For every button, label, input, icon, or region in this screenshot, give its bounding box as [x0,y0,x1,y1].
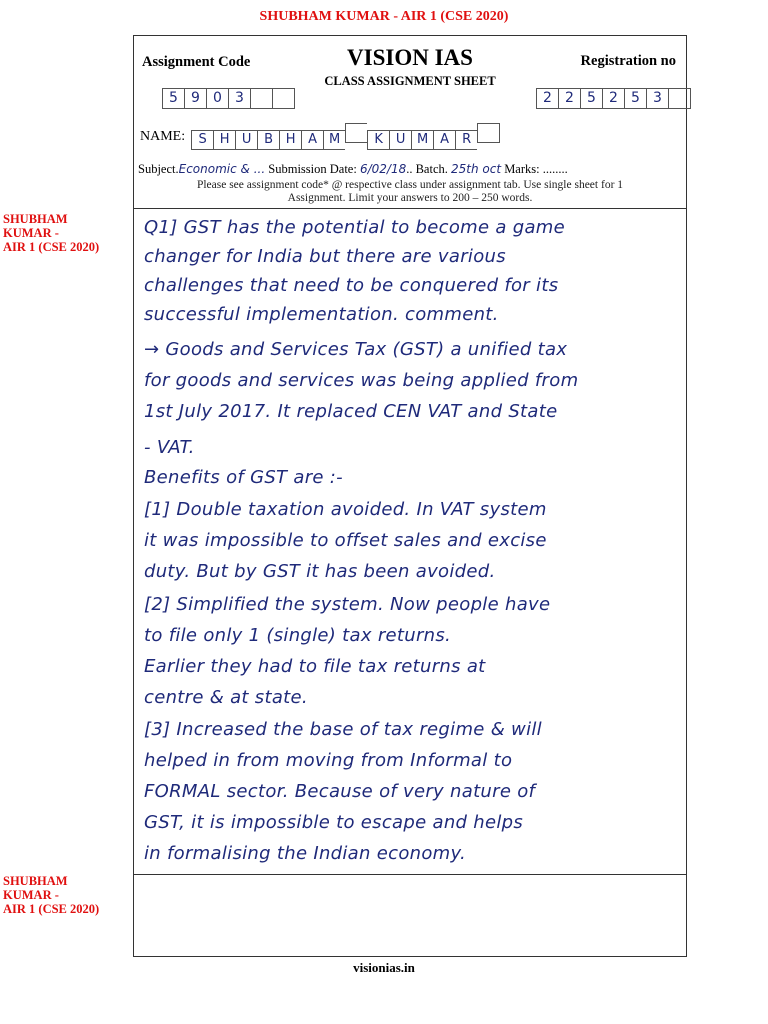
reg-digit: 2 [558,88,580,109]
marks-label: Marks: ........ [504,162,568,176]
name-boxes [191,123,500,150]
name-label: NAME: [140,128,186,144]
answer-line: to file only 1 (single) tax returns. [144,625,452,646]
side-banner-line: SHUBHAM [3,212,68,226]
side-banner-line: AIR 1 (CSE 2020) [3,902,100,916]
answer-line: Q1] GST has the potential to become a game [144,217,565,238]
reg-digit: 3 [646,88,668,109]
org-title: VISION IAS [347,45,473,70]
answer-line: [1] Double taxation avoided. In VAT system [144,499,547,520]
subject-label: Subject. [138,162,179,176]
name-char: A [433,130,455,150]
submission-label: Submission Date: [268,162,357,176]
answer-area [134,208,686,869]
name-row [140,123,500,150]
code-digit: 9 [184,88,206,109]
answer-line: changer for India but there are various [144,246,506,267]
side-banner-line: AIR 1 (CSE 2020) [3,240,100,254]
answer-line: [3] Increased the base of tax regime & will [144,719,542,740]
assignment-code-label: Assignment Code [142,54,251,70]
side-banner-line: KUMAR - [3,888,59,902]
answer-line: it was impossible to offset sales and excise [144,530,547,551]
name-char: S [191,130,213,150]
name-char: M [411,130,433,150]
instructions [134,179,686,205]
registration-label: Registration no [580,53,676,69]
answer-line: successful implementation. comment. [144,304,499,325]
answer-line: [2] Simplified the system. Now people have [144,594,551,615]
answer-line: FORMAL sector. Because of very nature of [144,781,536,802]
reg-digit [668,88,691,109]
name-char: K [367,130,389,150]
instructions-line: Assignment. Limit your answers to 200 – 250 words. [287,192,533,204]
code-digit [272,88,295,109]
reg-digit: 5 [624,88,646,109]
name-char: M [323,130,345,150]
assignment-code-boxes [162,88,295,109]
instructions-line: Please see assignment code* @ respective class under assignment tab. Use single sheet for 1 [196,179,624,191]
side-banner-line: KUMAR - [3,226,59,240]
sheet-subtitle: CLASS ASSIGNMENT SHEET [324,74,496,88]
subject-line: Subject.Economic & ... Submission Date: 6/02/18.. Batch. 25th oct Marks: ........ [138,162,568,176]
registration-boxes [536,88,691,109]
reg-digit: 5 [580,88,602,109]
batch-value: 25th oct [451,162,502,176]
name-char: R [455,130,477,150]
batch-label: Batch. [415,162,448,176]
answer-line: 1st July 2017. It replaced CEN VAT and State [144,401,558,422]
code-digit [250,88,272,109]
footer-website: visionias.in [353,960,415,975]
answer-line: challenges that need to be conquered for its [144,275,559,296]
reg-digit: 2 [602,88,624,109]
answer-line: - VAT. [144,437,195,458]
code-digit: 5 [162,88,184,109]
name-char [477,123,500,143]
submission-value: 6/02/18 [359,162,407,176]
answer-line: duty. But by GST it has been avoided. [144,561,496,582]
reg-digit: 2 [536,88,558,109]
name-char [345,123,367,143]
name-char: U [235,130,257,150]
answer-line: helped in from moving from Informal to [144,750,513,771]
side-banner [3,212,123,254]
name-char: U [389,130,411,150]
assignment-sheet [133,35,687,957]
side-banner [3,874,123,916]
subject-value: Economic & ... [178,162,266,176]
answer-line: for goods and services was being applied from [144,370,579,391]
answer-line: GST, it is impossible to escape and helps [144,812,524,833]
code-digit: 3 [228,88,250,109]
answer-line: → Goods and Services Tax (GST) a unified tax [144,339,568,360]
answer-line: Benefits of GST are :- [144,467,343,488]
name-char: H [279,130,301,150]
answer-line: in formalising the Indian economy. [144,843,467,864]
name-char: H [213,130,235,150]
top-banner: SHUBHAM KUMAR - AIR 1 (CSE 2020) [259,9,509,24]
name-char: A [301,130,323,150]
name-char: B [257,130,279,150]
answer-line: centre & at state. [144,687,308,708]
side-banner-line: SHUBHAM [3,874,68,888]
code-digit: 0 [206,88,228,109]
answer-bottom-divider [134,874,686,875]
answer-line: Earlier they had to file tax returns at [144,656,486,677]
